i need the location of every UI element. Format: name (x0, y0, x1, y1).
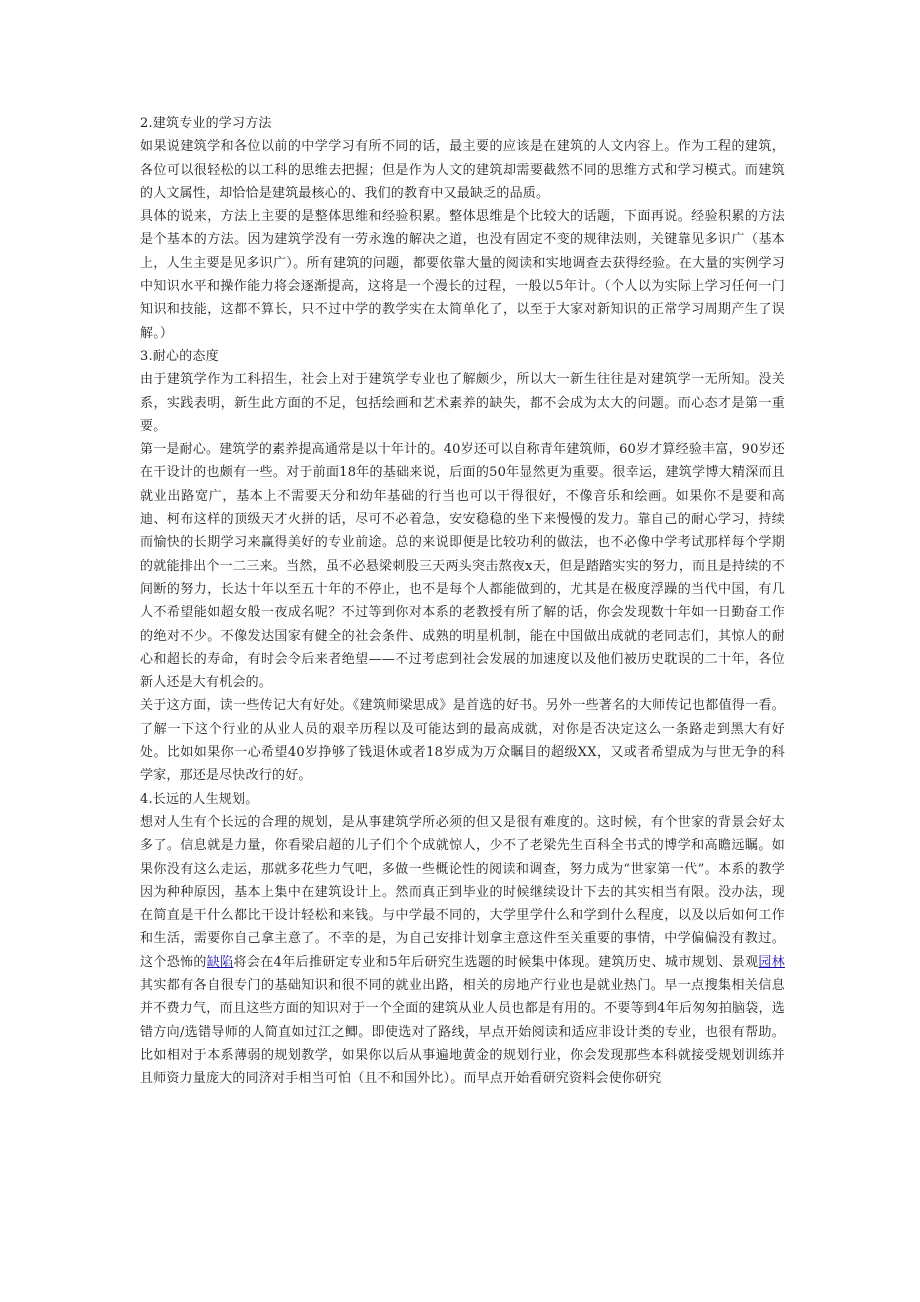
paragraph-text: 将会在4年后推研定专业和5年后研究生选题的时候集中体现。建筑历史、城市规划、景观 (233, 954, 759, 970)
paragraph: 第一是耐心。建筑学的素养提高通常是以十年计的。40岁还可以自称青年建筑师，60岁才算经验丰富，90岁还在干设计的也颇有一些。对于前面18年的基础来说，后面的50年显然更为重要。很幸运，建筑学博大精深而且就业出路宽广，基本上不需要天分和幼年基础的行当也可以干得很好，不像音乐和绘画。如果你不是要和高迪、柯布这样的顶级天才火拼的话，尽可不必着急，安安稳稳的坐下来慢慢的发力。靠自己的耐心学习，持续而愉快的长期学习来赢得美好的专业前途。总的来说即便是比较功利的做法，也不必像中学考试那样每个学期的就能排出个一二三来。当然，虽不必悬梁刺股三天两头突击熬夜x天，但是踏踏实实的努力，而且是持续的不间断的努力，长达十年以至五十年的不停止，也不是每个人都能做到的，尤其是在极度浮躁的当代中国，有几人不希望能如超女般一夜成名呢？不过等到你对本系的老教授有所了解的话，你会发现数十年如一日勤奋工作的绝对不少。不像发达国家有健全的社会条件、成熟的明星机制，能在中国做出成就的老同志们，其惊人的耐心和超长的寿命，有时会令后来者绝望——不过考虑到社会发展的加速度以及他们被历史耽误的二十年，各位新人还是大有机会的。 (140, 442, 785, 691)
garden-link[interactable]: 园林 (758, 954, 785, 970)
paragraph: 如果说建筑学和各位以前的中学学习有所不同的话，最主要的应该是在建筑的人文内容上。作为工程的建筑，各位可以很轻松的以工科的思维去把握；但是作为人文的建筑却需要截然不同的思维方式和学习模式。而建筑的人文属性，却恰恰是建筑最核心的、我们的教育中又最缺乏的品质。 (140, 139, 785, 201)
paragraph: 关于这方面，读一些传记大有好处。《建筑师梁思成》是首选的好书。另外一些著名的大师传记也都值得一看。了解一下这个行业的从业人员的艰辛历程以及可能达到的最高成就，对你是否决定这么一条路走到黑大有好处。比如如果你一心希望40岁挣够了钱退休或者18岁成为万众瞩目的超级XX，又或者希望成为与世无争的科学家，那还是尽快改行的好。 (140, 698, 785, 784)
section-heading-patience: 3.耐心的态度 (140, 348, 219, 364)
section-heading-life-plan: 4.长远的人生规划。 (140, 791, 259, 807)
paragraph: 由于建筑学作为工科招生，社会上对于建筑学专业也了解颇少，所以大一新生往往是对建筑学一无所知。没关系，实践表明，新生此方面的不足，包括绘画和艺术素养的缺失，都不会成为太大的问题。而心态才是第一重要。 (140, 372, 785, 434)
paragraph (140, 811, 785, 1091)
paragraph-text: 其实都有各自很专门的基础知识和很不同的就业出路，相关的房地产行业也是就业热门。早一点搜集相关信息并不费力气，而且这些方面的知识对于一个全面的建筑从业人员也都是有用的。不要等到4年后匆匆拍脑袋，选错方向/选错导师的人简直如过江之鲫。即使选对了路线，早点开始阅读和适应非设计类的专业，也很有帮助。比如相对于本系薄弱的规划教学，如果你以后从事遍地黄金的规划行业，你会发现那些本科就接受规划训练并且师资力量庞大的同济对手相当可怕（且不和国外比）。而早点开始看研究资料会使你研究 (140, 977, 785, 1087)
section-heading-study-method: 2.建筑专业的学习方法 (140, 116, 272, 131)
defect-link[interactable]: 缺陷 (206, 954, 234, 970)
paragraph-text: 想对人生有个长远的合理的规划，是从事建筑学所必须的但又是很有难度的。这时候，有个世家的背景会好太多了。信息就是力量，你看梁启超的儿子们个个成就惊人，少不了老梁先生百科全书式的博学和高瞻远瞩。如果你没有这么走运，那就多花些力气吧，多做一些概论性的阅读和调查，努力成为“世家第一代”。本系的教学因为种种原因，基本上集中在建筑设计上。然而真正到毕业的时候继续设计下去的其实相当有限。没办法，现在简直是干什么都比干设计轻松和来钱。与中学最不同的，大学里学什么和学到什么程度，以及以后如何工作和生活，需要你自己拿主意了。不幸的是，为自己安排计划拿主意这件至关重要的事情，中学偏偏没有教过。这个恐怖的 (140, 814, 785, 970)
paragraph: 具体的说来，方法上主要的是整体思维和经验积累。整体思维是个比较大的话题，下面再说。经验积累的方法是个基本的方法。因为建筑学没有一劳永逸的解决之道，也没有固定不变的规律法则，关键靠见多识广（基本上，人生主要是见多识广）。所有建筑的问题，都要依靠大量的阅读和实地调查去获得经验。在大量的实例学习中知识水平和操作能力将会逐渐提高，这将是一个漫长的过程，一般以5年计。（个人以为实际上学习任何一门知识和技能，这都不算长，只不过中学的教学实在太简单化了，以至于大家对新知识的正常学习周期产生了误解。） (140, 209, 785, 341)
document-body (140, 112, 785, 1090)
